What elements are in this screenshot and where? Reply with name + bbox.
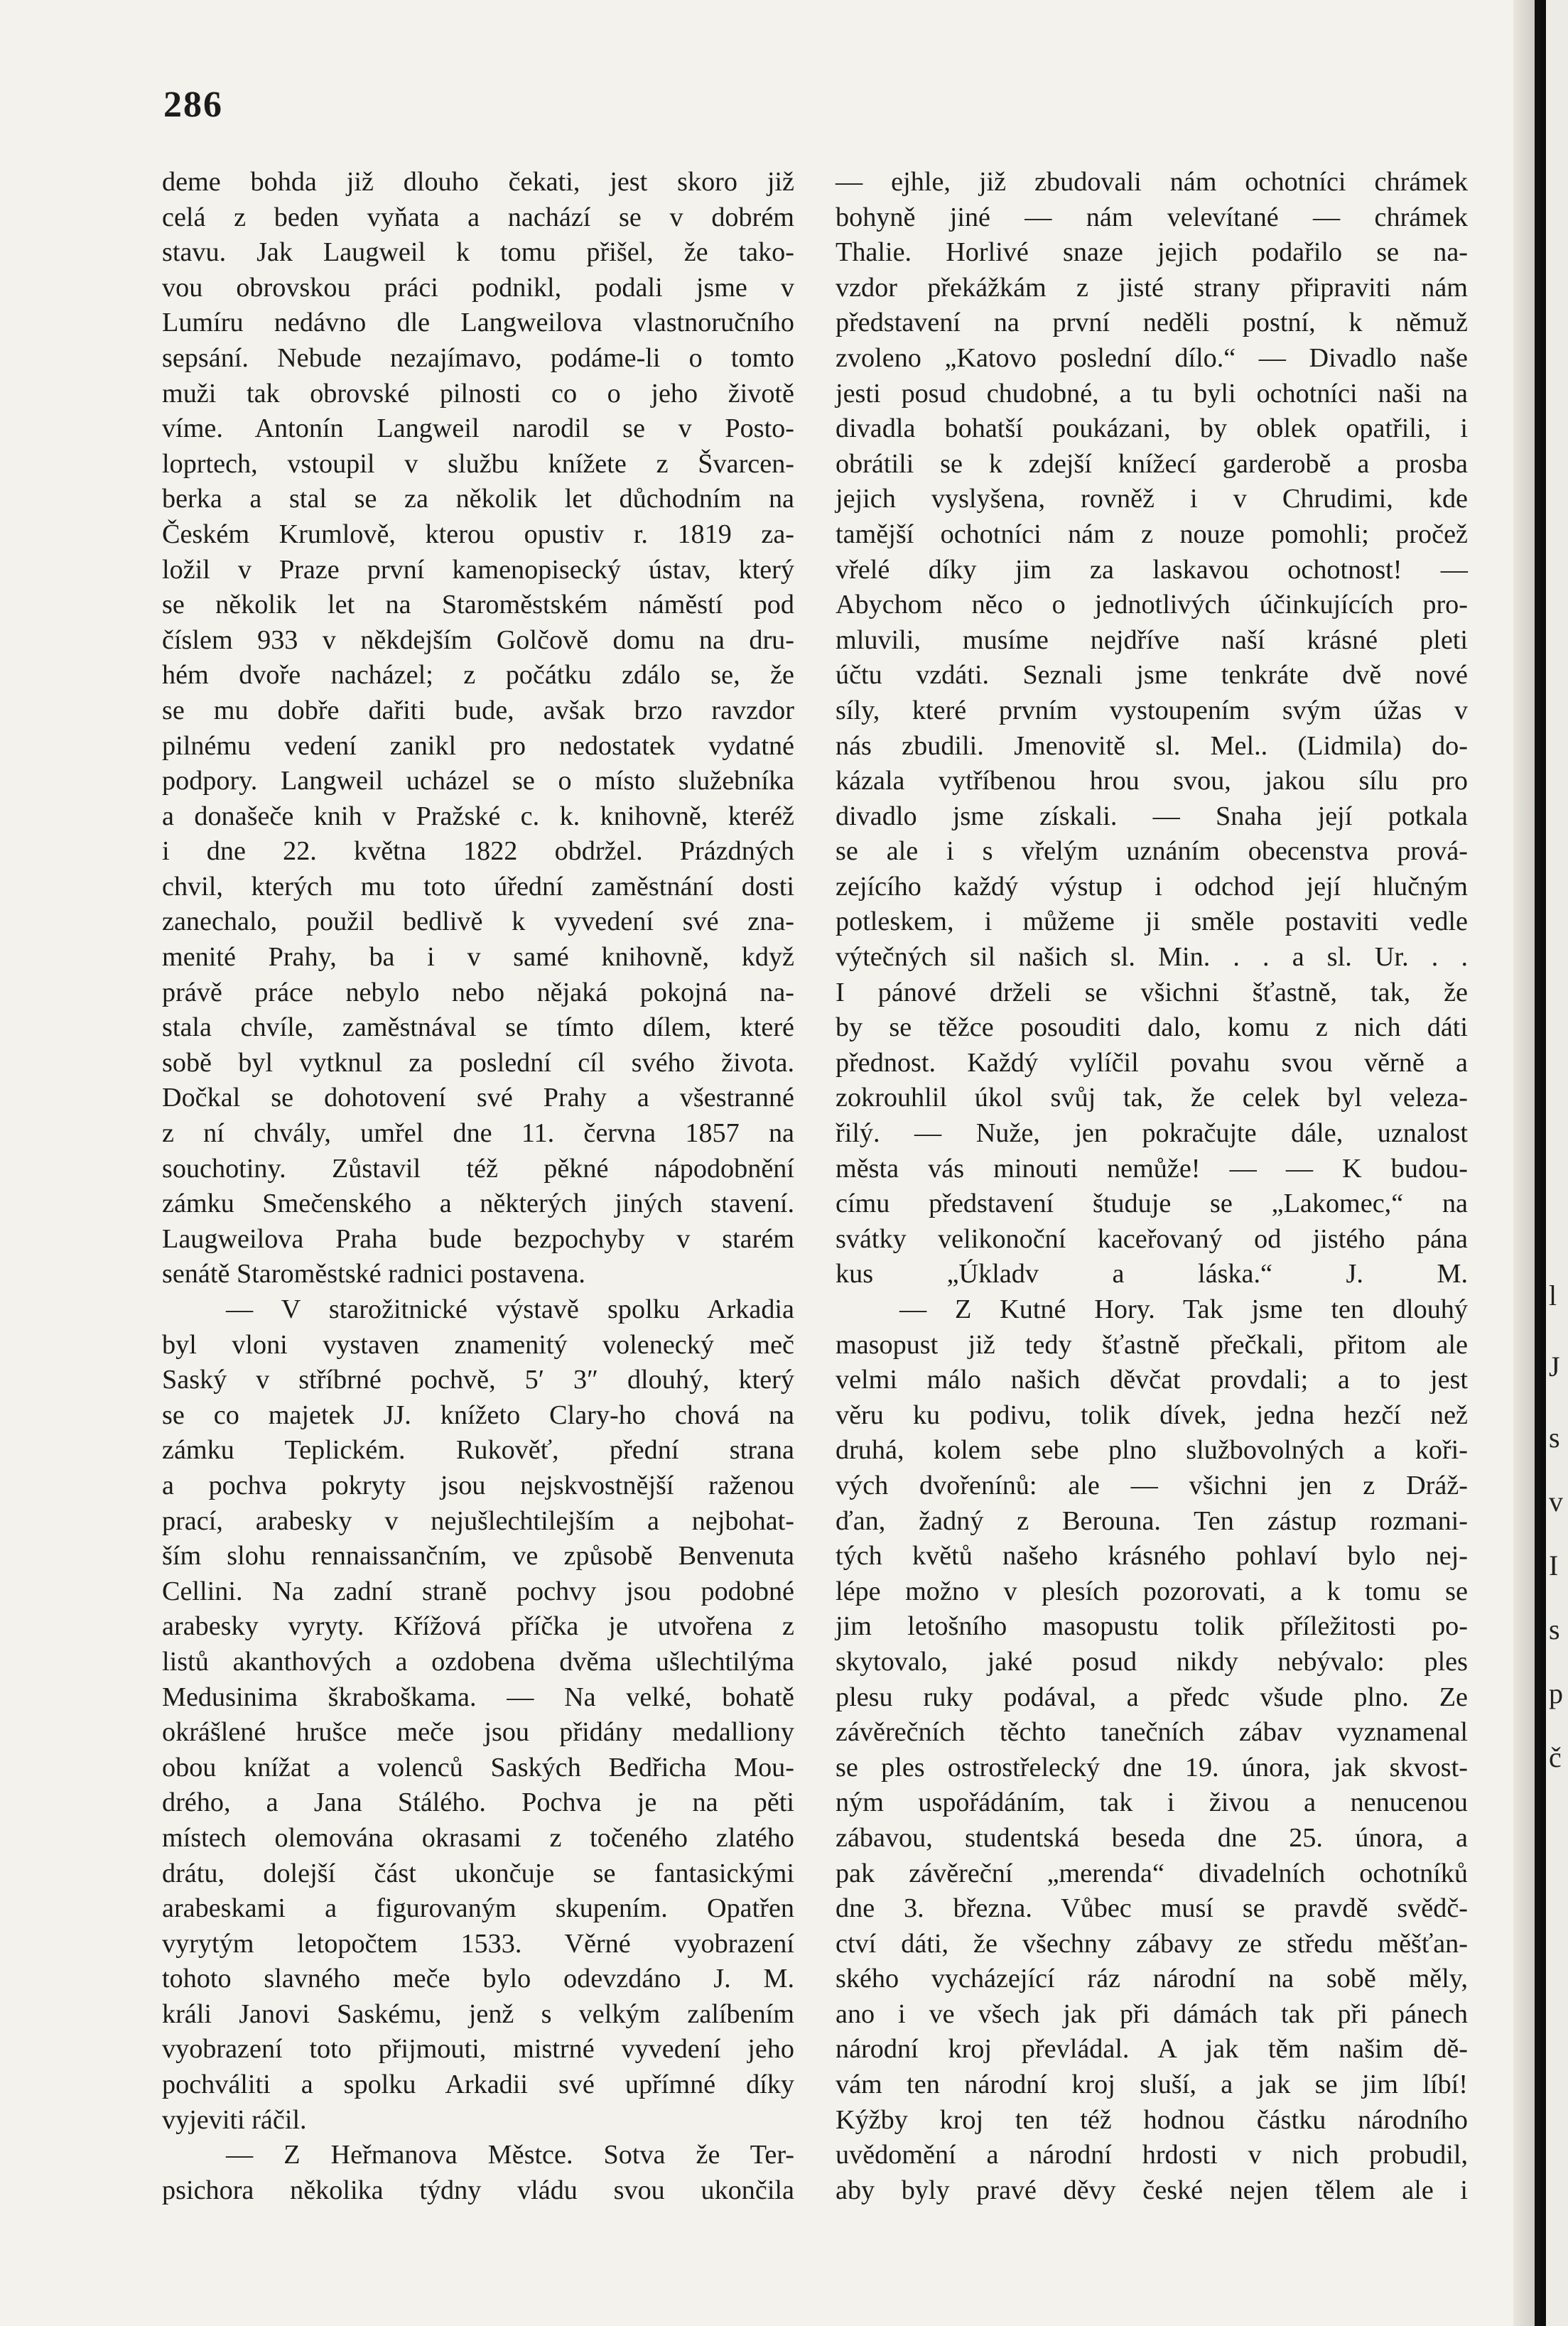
text-line: se ale i s vřelým uznáním obecenstva prová-: [836, 836, 1468, 867]
text-line: listů akanthových a ozdobena dvěma ušlechtilýma: [162, 1646, 794, 1677]
text-line: divadlo jsme získali. — Snaha její potkala: [836, 801, 1468, 831]
text-line: závěrečních těchto tanečních zábav vyznamenal: [836, 1717, 1468, 1748]
text-line: víme. Antonín Langweil narodil se v Postо-: [162, 413, 794, 444]
text-line: aby byly pravé děvy české nejen tělem ale i: [836, 2175, 1468, 2205]
text-line: drého, a Jana Stálého. Pochva je na pěti: [162, 1787, 794, 1818]
text-line: jim letošního masopustu tolik příležitosti po-: [836, 1611, 1468, 1642]
text-line: tohoto slavného meče bylo odevzdáno J. M.: [162, 1964, 794, 1994]
text-line: se několik let na Staroměstském náměstí pod: [162, 590, 794, 620]
text-line: stala chvíle, zaměstnával se tímto dílem, které: [162, 1012, 794, 1043]
text-line: pak závěreční „merenda“ divadelních ochotníků: [836, 1858, 1468, 1888]
adjacent-page-fragment: l: [1549, 1280, 1557, 1311]
text-line: potleskem, i můžeme ji směle postaviti vedle: [836, 907, 1468, 937]
text-line: souchotiny. Zůstavil též pěkné nápodobnění: [162, 1153, 794, 1184]
text-line: Thalie. Horlivé snaze jejich podařilo se na-: [836, 237, 1468, 268]
text-line: ctví dáti, že všechny zábavy ze středu měšťan-: [836, 1928, 1468, 1959]
text-line: nás zbudili. Jmenovitě sl. Mel.. (Lidmila) do-: [836, 730, 1468, 761]
page-number: 286: [163, 85, 223, 125]
text-line: mluvili, musíme nejdříve naší krásné pleti: [836, 624, 1468, 655]
text-line: národní kroj převládal. A jak těm našim dě-: [836, 2034, 1468, 2065]
text-line: zanechalo, použil bedlivě k vyvedení své zna-: [162, 907, 794, 937]
text-line: velmi málo našich děvčat provdali; a to jest: [836, 1365, 1468, 1395]
text-line: vám ten národní kroj sluší, a jak se jim líbí!: [836, 2070, 1468, 2100]
text-line: pochváliti a spolku Arkadii své upřímné díky: [162, 2070, 794, 2100]
text-line: jesti posud chudobné, a tu byli ochotníci naši na: [836, 378, 1468, 409]
text-line: číslem 933 v někdejším Golčově domu na dru-: [162, 624, 794, 655]
text-line: plesu ruky podával, a předc všude plno. Ze: [836, 1682, 1468, 1712]
text-line: — Z Kutné Hory. Tak jsme ten dlouhý: [899, 1294, 1468, 1324]
adjacent-page-fragment: p: [1549, 1677, 1563, 1709]
text-line: vzdor překážkám z jisté strany připraviti nám: [836, 272, 1468, 303]
text-line: zvoleno „Katovo poslední dílo.“ — Divadlo naše: [836, 342, 1468, 373]
adjacent-page-fragment: s: [1549, 1613, 1560, 1645]
text-line: vyobrazení toto přijmouti, mistrné vyvedení jeho: [162, 2034, 794, 2065]
page-edge: [1513, 0, 1535, 2326]
text-line: tých květů našeho krásného pohlaví bylo nej-: [836, 1541, 1468, 1572]
text-line: dne 3. března. Vůbec musí se pravdě svědč-: [836, 1893, 1468, 1924]
text-line: Kýžby kroj ten též hodnou částku národního: [836, 2104, 1468, 2135]
text-line: podpory. Langweil ucházel se o místo služebníka: [162, 766, 794, 796]
text-line: by se těžce posouditi dalo, komu z nich dáti: [836, 1012, 1468, 1043]
text-line: ského vycházející ráz národní na sobě měly,: [836, 1964, 1468, 1994]
text-line: psichora několika týdny vládu svou ukončila: [162, 2175, 794, 2205]
right-column: [836, 165, 1468, 2208]
text-line: celá z beden vyňata a nachází se v dobrém: [162, 202, 794, 232]
text-line: kus „Úkladv a láska.“ J. M.: [836, 1259, 1468, 1289]
text-line: Dočkal se dohotovení své Prahy a všestranné: [162, 1083, 794, 1113]
text-line: pilnému vedení zanikl pro nedostatek vydatné: [162, 730, 794, 761]
adjacent-page-fragment: I: [1549, 1549, 1559, 1581]
text-line: prací, arabesky v nejušlechtilejším a nejbohat-: [162, 1505, 794, 1536]
text-line: I pánové drželi se všichni šťastně, tak, že: [836, 977, 1468, 1007]
text-line: tamější ochotníci nám z nouze pomohli; pročež: [836, 519, 1468, 549]
text-line: se mu dobře dařiti bude, avšak brzo ravzdor: [162, 695, 794, 725]
text-line: senátě Staroměstské radnici postavena.: [162, 1259, 585, 1289]
text-line: králi Janovi Saskému, jenž s velkým zalíbením: [162, 1998, 794, 2029]
text-line: chvil, kterých mu toto úřední zaměstnání dosti: [162, 871, 794, 902]
text-line: zokrouhlil úkol svůj tak, že celek byl veleza-: [836, 1083, 1468, 1113]
text-line: Saský v stříbrné pochvě, 5′ 3″ dlouhý, který: [162, 1365, 794, 1395]
text-line: zámku Smečenského a některých jiných stavení.: [162, 1189, 794, 1219]
text-line: Cellini. Na zadní straně pochvy jsou podobné: [162, 1576, 794, 1606]
text-line: menité Prahy, ba i v samé knihovně, když: [162, 942, 794, 973]
text-line: přednost. Každý vylíčil povahu svou věrně a: [836, 1047, 1468, 1078]
text-line: divadla bohatší poukázani, by oblek opatřili, i: [836, 413, 1468, 444]
text-line: — ejhle, již zbudovali nám ochotníci chrámek: [836, 167, 1468, 197]
text-line: — Z Heřmanova Městce. Sotva že Ter-: [226, 2140, 794, 2170]
text-line: Českém Krumlově, kterou opustiv r. 1819 za-: [162, 519, 794, 549]
text-line: místech olemována okrasami z točeného zlatého: [162, 1822, 794, 1853]
adjacent-page-edge: [1540, 0, 1568, 2326]
text-line: věru ku podivu, tolik dívek, jedna hezčí než: [836, 1400, 1468, 1430]
text-line: ďan, žadný z Berouna. Ten zástup rozmani-: [836, 1505, 1468, 1536]
text-line: vou obrovskou práci podnikl, podali jsme v: [162, 272, 794, 303]
text-line: druhá, kolem sebe plno službovolných a kořі-: [836, 1435, 1468, 1466]
text-line: loprtech, vstoupil v službu knížete z Švarcen-: [162, 448, 794, 479]
text-line: — V starožitnické výstavě spolku Arkadia: [226, 1294, 794, 1324]
text-line: skytovalo, jaké posud nikdy nebývalo: ples: [836, 1646, 1468, 1677]
text-line: masopust již tedy šťastně přečkali, přitom ale: [836, 1329, 1468, 1360]
adjacent-page-fragment: č: [1549, 1741, 1562, 1773]
adjacent-page-fragment: s: [1549, 1422, 1560, 1454]
text-line: vyrytým letopočtem 1533. Věrné vyobrazení: [162, 1928, 794, 1959]
text-line: muži tak obrovské pilnosti co o jeho životě: [162, 378, 794, 409]
text-line: bohyně jiné — nám velevítané — chrámek: [836, 202, 1468, 232]
text-line: uvědomění a národní hrdosti v nich probudil,: [836, 2140, 1468, 2170]
text-line: lépe možno v plesích pozorovati, a k tomu se: [836, 1576, 1468, 1606]
text-line: zámku Teplickém. Rukověť, přední strana: [162, 1435, 794, 1466]
text-line: síly, které prvním vystoupením svým úžas v: [836, 695, 1468, 725]
text-line: hém dvoře nacházel; z počátku zdálo se, že: [162, 660, 794, 691]
text-line: vyjeviti ráčil.: [162, 2104, 307, 2135]
text-line: drátu, dolejší část ukončuje se fantasickými: [162, 1858, 794, 1888]
text-line: Lumíru nedávno dle Langweilova vlastnoručního: [162, 308, 794, 338]
text-line: zábavou, studentská beseda dne 25. února, a: [836, 1822, 1468, 1853]
text-line: sepsání. Nebude nezajímavo, podáme-li o tomto: [162, 342, 794, 373]
text-line: představení na první neděli postní, k němuž: [836, 308, 1468, 338]
text-line: ším slohu rennaissančním, ve způsobě Benvenuta: [162, 1541, 794, 1572]
text-line: arabesky vyryty. Křížová příčka je utvořena z: [162, 1611, 794, 1642]
text-line: zejícího každý výstup i odchod její hlučným: [836, 871, 1468, 902]
text-line: se co majetek JJ. knížeto Clary-ho chová na: [162, 1400, 794, 1430]
adjacent-page-strip: [1546, 0, 1568, 2326]
text-line: svátky velikonoční kaceřovaný od jistého pána: [836, 1223, 1468, 1254]
text-line: kázala vytříbenou hrou svou, jakou sílu pro: [836, 766, 1468, 796]
text-line: ložil v Praze první kamenopisecký ústav, který: [162, 554, 794, 585]
text-line: arabeskami a figurovaným skupením. Opatřen: [162, 1893, 794, 1924]
text-line: berka a stal se za několik let důchodním na: [162, 484, 794, 514]
text-line: deme bohda již dlouho čekati, jest skoro již: [162, 167, 794, 197]
text-line: obou knížat a volenců Saských Bedřicha Mou-: [162, 1752, 794, 1783]
text-line: právě práce nebylo nebo nějaká pokojná na-: [162, 977, 794, 1007]
text-line: címu představení študuje se „Lakomec,“ na: [836, 1189, 1468, 1219]
text-line: Medusinima škraboškama. — Na velké, bohatě: [162, 1682, 794, 1712]
text-line: ným uspořádáním, tak i živou a nenucenou: [836, 1787, 1468, 1818]
text-line: ano i ve všech jak při dámách tak při pánech: [836, 1998, 1468, 2029]
text-line: byl vloni vystaven znamenitý volenecký meč: [162, 1329, 794, 1360]
text-line: sobě byl vytknul za poslední cíl svého života.: [162, 1047, 794, 1078]
text-line: vřelé díky jim za laskavou ochotnost! —: [836, 554, 1468, 585]
text-line: Abychom něco o jednotlivých účinkujících pro-: [836, 590, 1468, 620]
left-column: [162, 165, 794, 2208]
text-line: výtečných sil našich sl. Min. . . a sl. Ur. . .: [836, 942, 1468, 973]
text-line: města vás minouti nemůže! — — K budou-: [836, 1153, 1468, 1184]
text-line: řilý. — Nuže, jen pokračujte dále, uznalost: [836, 1118, 1468, 1149]
text-line: vých dvořenínů: ale — všichni jen z Dráž-: [836, 1470, 1468, 1500]
text-line: i dne 22. května 1822 obdržel. Prázdných: [162, 836, 794, 867]
text-line: jejich vyslyšena, rovněž i v Chrudimi, kde: [836, 484, 1468, 514]
text-line: se ples ostrostřelecký dne 19. února, jak skvost-: [836, 1752, 1468, 1783]
text-line: stavu. Jak Laugweil k tomu přišel, že tako-: [162, 237, 794, 268]
text-line: Laugweilova Praha bude bezpochyby v starém: [162, 1223, 794, 1254]
adjacent-page-fragment: v: [1549, 1486, 1563, 1518]
text-line: obrátili se k zdejší knížecí garderobě a prosba: [836, 448, 1468, 479]
text-line: a pochva pokryty jsou nejskvostnější raženou: [162, 1470, 794, 1500]
text-line: účtu vzdáti. Seznali jsme tenkráte dvě nové: [836, 660, 1468, 691]
text-line: z ní chvály, umřel dne 11. června 1857 na: [162, 1118, 794, 1149]
text-line: a donašeče knih v Pražské c. k. knihovně, kteréž: [162, 801, 794, 831]
adjacent-page-fragment: J: [1549, 1351, 1560, 1383]
text-line: okrášlené hrušce meče jsou přidány medalliony: [162, 1717, 794, 1748]
